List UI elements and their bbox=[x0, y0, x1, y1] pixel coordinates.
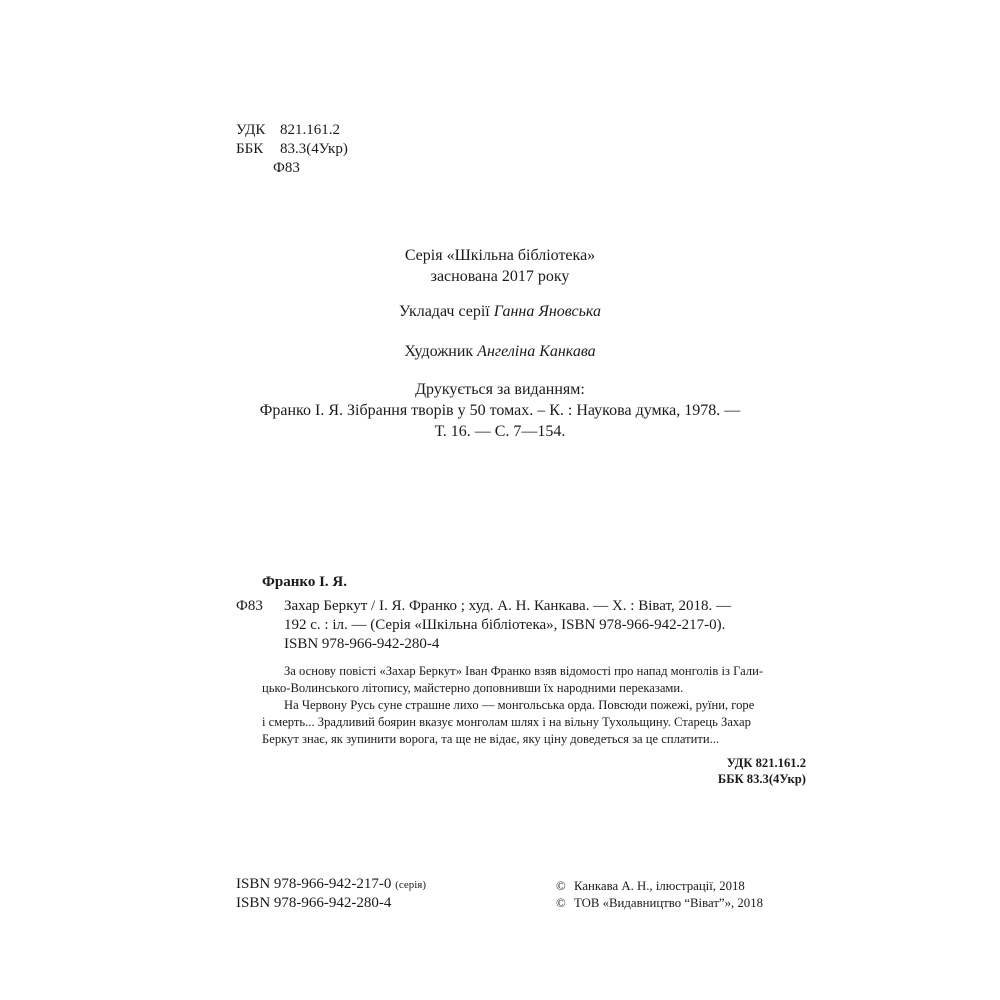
copyright-line-2: ТОВ «Видавництво “Віват”», 2018 bbox=[574, 896, 763, 910]
annotation-line: На Червону Русь суне страшне лихо — монгольська орда. Повсюди пожежі, руїни, горе bbox=[284, 698, 755, 712]
udk-row bbox=[236, 122, 340, 139]
udk-value: 821.161.2 bbox=[280, 122, 340, 138]
card-author-code: Ф83 bbox=[236, 598, 263, 614]
card-line-2: 192 с. : іл. — (Серія «Шкільна бібліотека», ISBN 978-966-942-217-0). bbox=[284, 617, 726, 633]
udk-label: УДК bbox=[236, 122, 266, 138]
bbk-label: ББК bbox=[236, 141, 264, 157]
author-code-top: Ф83 bbox=[273, 160, 300, 176]
isbn-book: ISBN 978-966-942-280-4 bbox=[236, 895, 392, 911]
series-compiler bbox=[0, 303, 1000, 321]
series-artist bbox=[0, 343, 1000, 361]
artist-label: Художник bbox=[404, 343, 474, 360]
annotation-line: цько-Волинського літопису, майстерно доповнивши їх народними переказами. bbox=[262, 681, 684, 695]
annotation-line: і смерть... Зрадливий боярин вказує монголам шлях і на вільну Тухольщину. Старець Захар bbox=[262, 715, 751, 729]
copyright-icon: © bbox=[556, 896, 566, 910]
isbn-series-row bbox=[236, 876, 426, 893]
compiler-label: Укладач серії bbox=[399, 303, 490, 320]
copyright-line-1: Канкава А. Н., ілюстрації, 2018 bbox=[574, 879, 745, 893]
card-author: Франко І. Я. bbox=[262, 574, 347, 590]
series-title: Серія «Шкільна бібліотека» bbox=[404, 247, 596, 264]
series-founded: заснована 2017 року bbox=[430, 268, 570, 285]
compiler-name: Ганна Яновська bbox=[493, 303, 601, 320]
isbn-series: ISBN 978-966-942-217-0 bbox=[236, 876, 392, 892]
card-bbk: ББК 83.3(4Укр) bbox=[717, 772, 806, 786]
source-line-1: Франко І. Я. Зібрання творів у 50 томах. – К. : Наукова думка, 1978. — bbox=[259, 402, 741, 419]
source-line-2: Т. 16. — С. 7—154. bbox=[434, 423, 566, 440]
card-udk: УДК 821.161.2 bbox=[726, 756, 806, 770]
copyright-illustrations bbox=[556, 879, 745, 894]
bbk-row bbox=[236, 141, 348, 158]
isbn-series-note: (серія) bbox=[395, 879, 426, 891]
bbk-value: 83.3(4Укр) bbox=[280, 141, 348, 157]
source-label: Друкується за виданням: bbox=[415, 381, 585, 398]
card-line-3: ISBN 978-966-942-280-4 bbox=[284, 636, 440, 652]
card-line-1: Захар Беркут / І. Я. Франко ; худ. А. Н. Канкава. — Х. : Віват, 2018. — bbox=[284, 598, 731, 614]
annotation-line: За основу повісті «Захар Беркут» Іван Франко взяв відомості про напад монголів із Гали- bbox=[284, 664, 764, 678]
copyright-icon: © bbox=[556, 879, 566, 893]
artist-name: Ангеліна Канкава bbox=[477, 343, 596, 360]
annotation-line: Беркут знає, як зупинити ворога, та ще не відає, яку ціну доведеться за це сплатити... bbox=[262, 732, 720, 746]
copyright-publisher bbox=[556, 896, 763, 911]
